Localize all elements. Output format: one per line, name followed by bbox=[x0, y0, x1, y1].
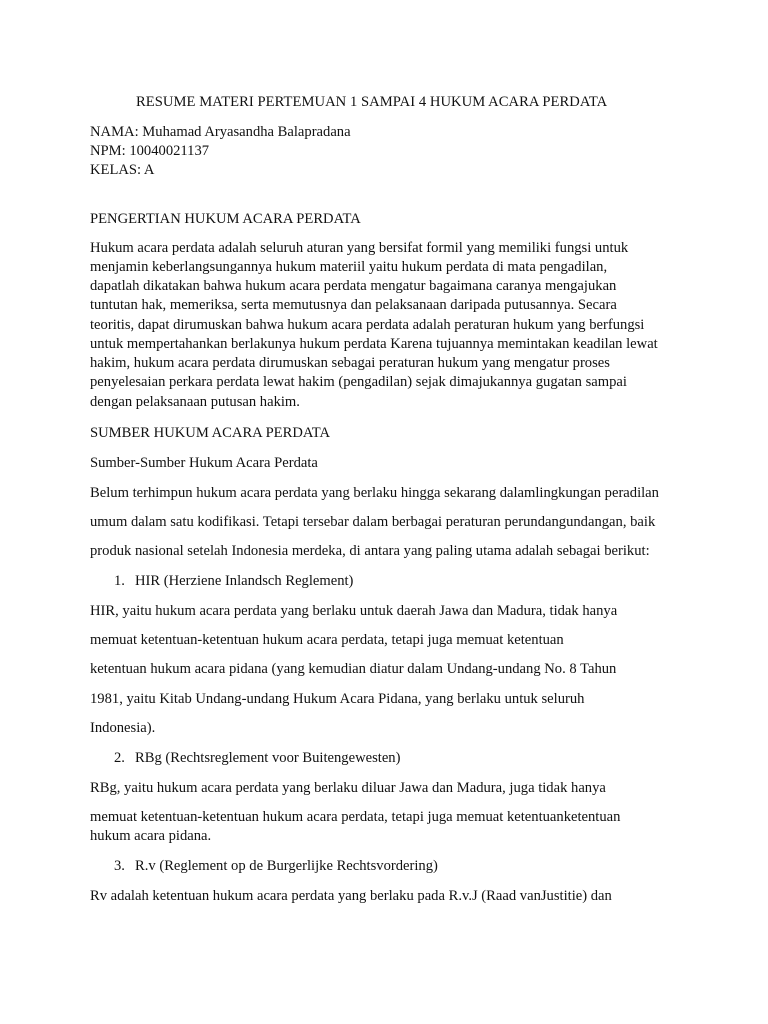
paragraph-line: Hukum acara perdata adalah seluruh aturan yang bersifat formil yang memiliki fungsi untuk bbox=[90, 240, 629, 256]
student-class: KELAS: A bbox=[90, 162, 155, 178]
paragraph-line: 1981, yaitu Kitab Undang-undang Hukum Acara Pidana, yang berlaku untuk seluruh bbox=[90, 691, 585, 707]
paragraph-line: Rv adalah ketentuan hukum acara perdata yang berlaku pada R.v.J (Raad vanJustitie) dan bbox=[90, 888, 612, 904]
list-number: 1. bbox=[114, 573, 125, 589]
paragraph-line: memuat ketentuan-ketentuan hukum acara perdata, tetapi juga memuat ketentuan bbox=[90, 632, 564, 648]
section-heading-pengertian: PENGERTIAN HUKUM ACARA PERDATA bbox=[90, 211, 361, 227]
paragraph-line: dapatlah dikatakan bahwa hukum acara perdata mengatur bagaimana caranya mengajukan bbox=[90, 278, 617, 294]
paragraph-line: Indonesia). bbox=[90, 720, 156, 736]
student-name: NAMA: Muhamad Aryasandha Balapradana bbox=[90, 124, 351, 140]
list-item-label: HIR (Herziene Inlandsch Reglement) bbox=[135, 573, 354, 589]
paragraph-line: untuk mempertahankan berlakunya hukum perdata Karena tujuannya memintakan keadilan lewat bbox=[90, 336, 658, 352]
paragraph-line: produk nasional setelah Indonesia merdeka, di antara yang paling utama adalah sebagai berikut: bbox=[90, 543, 650, 559]
paragraph-line: Belum terhimpun hukum acara perdata yang berlaku hingga sekarang dalamlingkungan peradilan bbox=[90, 485, 659, 501]
list-number: 3. bbox=[114, 858, 125, 874]
paragraph-line: HIR, yaitu hukum acara perdata yang berlaku untuk daerah Jawa dan Madura, tidak hanya bbox=[90, 603, 618, 619]
subheading-sumber: Sumber-Sumber Hukum Acara Perdata bbox=[90, 455, 318, 471]
list-number: 2. bbox=[114, 750, 125, 766]
paragraph-line: umum dalam satu kodifikasi. Tetapi tersebar dalam berbagai peraturan perundangundangan, baik bbox=[90, 514, 656, 530]
student-npm: NPM: 10040021137 bbox=[90, 143, 210, 159]
paragraph-line: hakim, hukum acara perdata dirumuskan sebagai peraturan hukum yang mengatur proses bbox=[90, 355, 610, 371]
paragraph-line: hukum acara pidana. bbox=[90, 828, 212, 844]
paragraph-line: ketentuan hukum acara pidana (yang kemudian diatur dalam Undang-undang No. 8 Tahun bbox=[90, 661, 617, 677]
list-item-label: RBg (Rechtsreglement voor Buitengewesten) bbox=[135, 750, 401, 766]
paragraph-line: RBg, yaitu hukum acara perdata yang berlaku diluar Jawa dan Madura, juga tidak hanya bbox=[90, 780, 606, 796]
paragraph-line: dengan pelaksanaan putusan hakim. bbox=[90, 394, 300, 410]
paragraph-line: menjamin keberlangsungannya hukum materiil yaitu hukum perdata di mata pengadilan, bbox=[90, 259, 608, 275]
list-item-label: R.v (Reglement op de Burgerlijke Rechtsvordering) bbox=[135, 858, 438, 874]
paragraph-line: memuat ketentuan-ketentuan hukum acara perdata, tetapi juga memuat ketentuanketentuan bbox=[90, 809, 621, 825]
document-title: RESUME MATERI PERTEMUAN 1 SAMPAI 4 HUKUM ACARA PERDATA bbox=[136, 94, 608, 110]
paragraph-line: teoritis, dapat dirumuskan bahwa hukum acara perdata adalah peraturan hukum yang berfungsi bbox=[90, 317, 645, 333]
section-heading-sumber: SUMBER HUKUM ACARA PERDATA bbox=[90, 425, 331, 441]
paragraph-line: tuntutan hak, memeriksa, serta memutusnya dan pelaksanaan daripada putusannya. Secara bbox=[90, 297, 617, 313]
paragraph-line: penyelesaian perkara perdata lewat hakim (pengadilan) sejak dimajukannya gugatan sampai bbox=[90, 374, 627, 390]
